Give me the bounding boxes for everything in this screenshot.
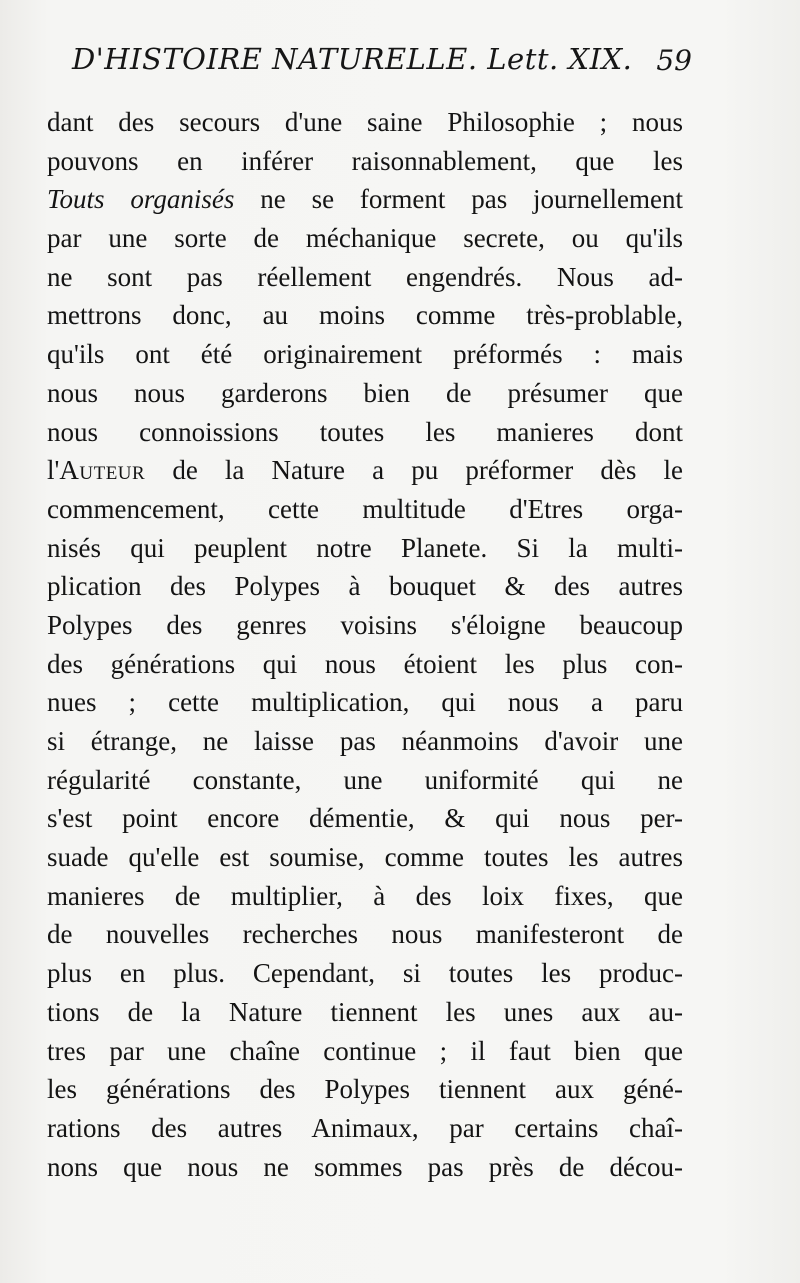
text-line bbox=[47, 1109, 683, 1148]
text-line bbox=[47, 1148, 683, 1187]
text-line bbox=[47, 219, 683, 258]
line-text: nous connoissions toutes les manieres dont bbox=[47, 416, 683, 447]
text-line bbox=[47, 529, 683, 568]
line-text-post: ne se forment pas journellement bbox=[234, 184, 683, 215]
text-line bbox=[47, 1032, 683, 1071]
text-line bbox=[47, 180, 683, 219]
line-text-pre: l' bbox=[47, 455, 60, 486]
text-line bbox=[47, 296, 683, 335]
line-text: régularité constante, une uniformité qui ne bbox=[47, 764, 683, 795]
line-text: dant des secours d'une saine Philosophie ; nous bbox=[47, 107, 683, 137]
line-text: mettrons donc, au moins comme très-problable, bbox=[47, 300, 683, 331]
line-text: tions de la Nature tiennent les unes aux au- bbox=[47, 996, 683, 1027]
line-text: nisés qui peuplent notre Planete. Si la multi- bbox=[47, 532, 683, 563]
text-line bbox=[47, 799, 683, 838]
line-text: commencement, cette multitude d'Etres orga- bbox=[47, 493, 683, 524]
text-line bbox=[47, 915, 683, 954]
text-line bbox=[47, 877, 683, 916]
text-line bbox=[47, 142, 683, 181]
page-number: 59 bbox=[656, 44, 692, 77]
text-line bbox=[47, 954, 683, 993]
text-line bbox=[47, 103, 683, 142]
line-text: pouvons en inférer raisonnablement, que les bbox=[47, 145, 683, 176]
line-text: des générations qui nous étoient les plus con- bbox=[47, 648, 683, 679]
line-text: rations des autres Animaux, par certains chaî- bbox=[47, 1112, 683, 1143]
line-text: si étrange, ne laisse pas néanmoins d'avoir une bbox=[47, 726, 683, 756]
text-line bbox=[47, 606, 683, 645]
line-text: les générations des Polypes tiennent aux géné- bbox=[47, 1074, 683, 1105]
italic-phrase: Touts organisés bbox=[47, 184, 235, 215]
line-text: manieres de multiplier, à des loix fixes, que bbox=[47, 880, 683, 911]
text-line bbox=[47, 761, 683, 800]
text-line bbox=[47, 335, 683, 374]
line-text: nons que nous ne sommes pas près de décou- bbox=[47, 1151, 683, 1182]
text-line bbox=[47, 683, 683, 722]
text-line bbox=[47, 993, 683, 1032]
line-text: s'est point encore démentie, & qui nous per- bbox=[47, 803, 683, 834]
line-text: tres par une chaîne continue ; il faut bien que bbox=[47, 1035, 683, 1066]
smallcaps-word: Auteur bbox=[59, 455, 146, 486]
line-text: suade qu'elle est soumise, comme toutes les autres bbox=[47, 842, 683, 873]
line-text: par une sorte de méchanique secrete, ou qu'ils bbox=[47, 223, 683, 254]
line-text: Polypes des genres voisins s'éloigne beaucoup bbox=[47, 609, 683, 640]
text-line bbox=[47, 838, 683, 877]
text-line bbox=[47, 722, 683, 761]
line-text: plus en plus. Cependant, si toutes les produc- bbox=[47, 958, 683, 989]
line-text: nous nous garderons bien de présumer que bbox=[47, 377, 683, 408]
running-title: D'HISTOIRE NATURELLE. Lett. XIX. bbox=[72, 42, 633, 76]
text-line bbox=[47, 258, 683, 297]
body-text bbox=[47, 103, 683, 1186]
text-line bbox=[47, 645, 683, 684]
text-line bbox=[47, 451, 683, 490]
line-text-post: de la Nature a pu préformer dès le bbox=[145, 455, 683, 486]
line-text: ne sont pas réellement engendrés. Nous ad- bbox=[47, 261, 683, 292]
text-line bbox=[47, 567, 683, 606]
running-header bbox=[72, 40, 692, 80]
text-line bbox=[47, 413, 683, 452]
line-text: qu'ils ont été originairement préformés : mais bbox=[47, 339, 683, 370]
line-text: nues ; cette multiplication, qui nous a paru bbox=[47, 687, 683, 718]
text-line bbox=[47, 374, 683, 413]
line-text: plication des Polypes à bouquet & des autres bbox=[47, 571, 683, 602]
text-line bbox=[47, 1070, 683, 1109]
text-line bbox=[47, 490, 683, 529]
line-text: de nouvelles recherches nous manifesteront de bbox=[47, 919, 683, 950]
